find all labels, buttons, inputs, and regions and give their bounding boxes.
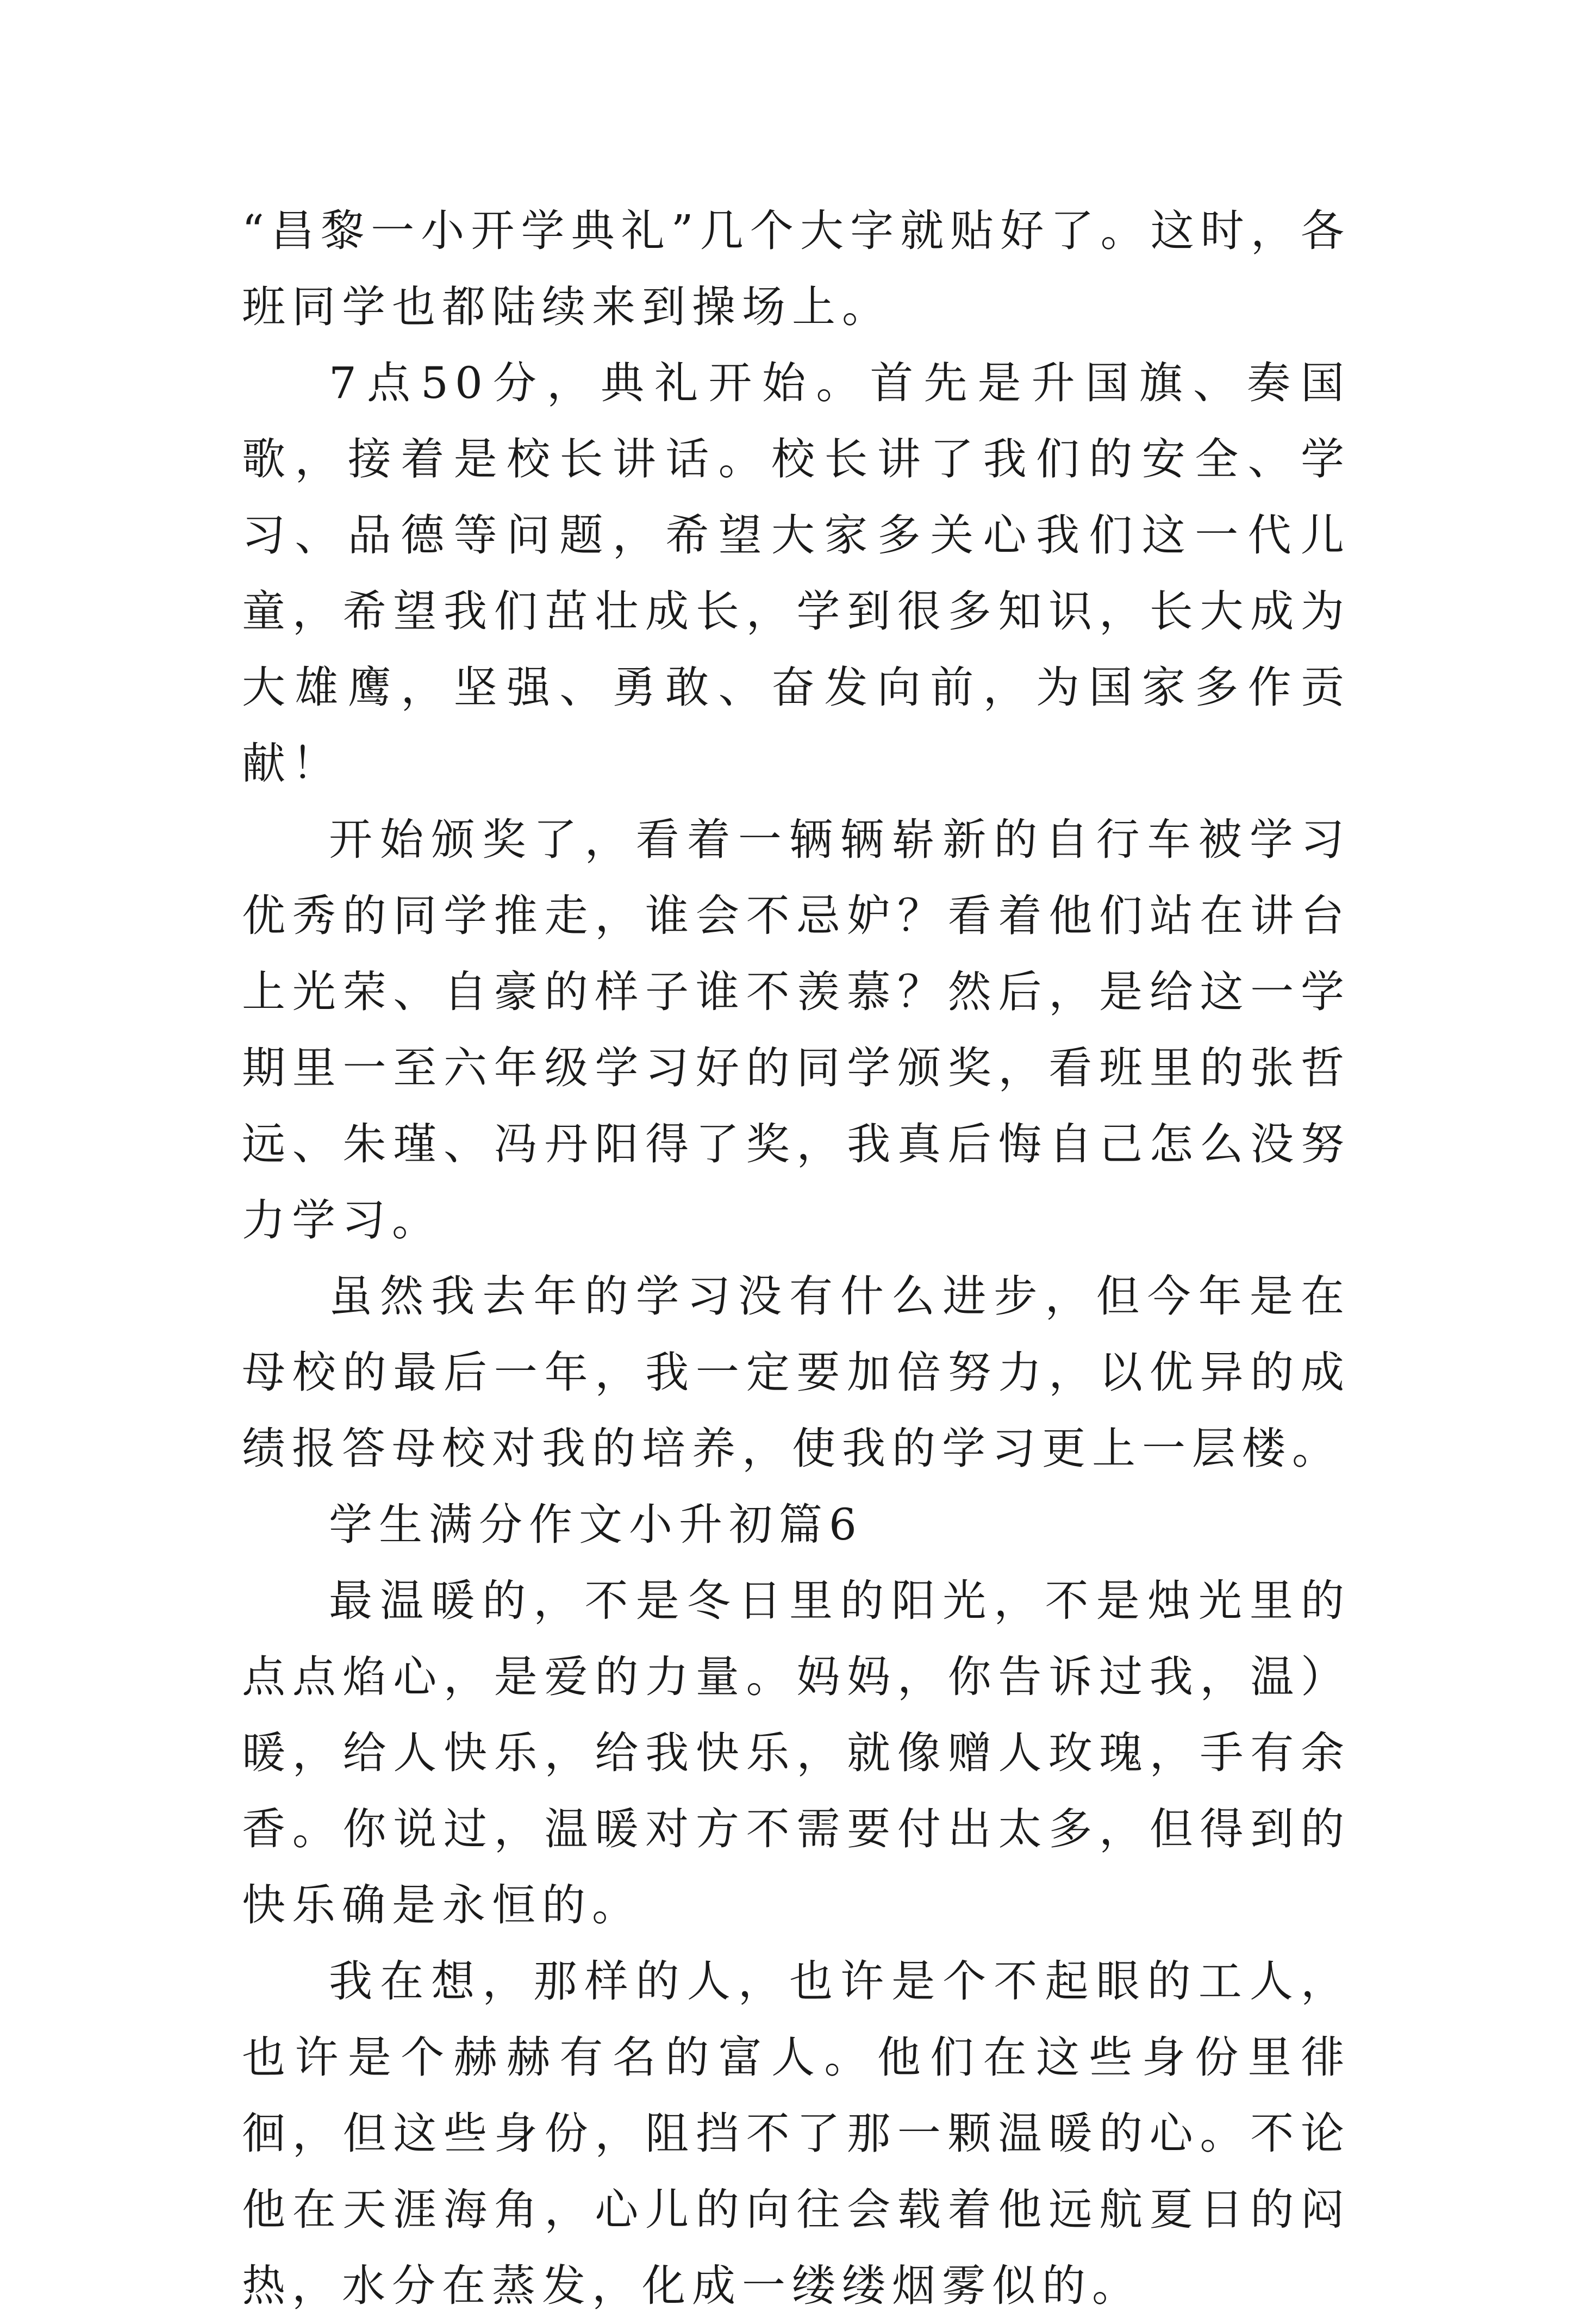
paragraph: “昌黎一小开学典礼”几个大字就贴好了。这时，各班同学也都陆续来到操场上。 <box>242 205 1351 332</box>
paragraph: 7点50分，典礼开始。首先是升国旗、奏国歌，接着是校长讲话。校长讲了我们的安全、学习、品德等问题，希望大家多关心我们这一代儿童，希望我们茁壮成长，学到很多知识，长大成为大雄鹰，坚强、勇敢、奋发向前，为国家多作贡献！ <box>242 358 1351 789</box>
paragraph: 最温暖的，不是冬日里的阳光，不是烛光里的点点焰心，是爱的力量。妈妈，你告诉过我，温）暖，给人快乐，给我快乐，就像赠人玫瑰，手有余香。你说过，温暖对方不需要付出太多，但得到的快乐确是永恒的。 <box>242 1575 1351 1930</box>
paragraph: 虽然我去年的学习没有什么进步，但今年是在母校的最后一年，我一定要加倍努力，以优异的成绩报答母校对我的培养，使我的学习更上一层楼。 <box>242 1271 1351 1474</box>
document-body <box>242 193 1351 2324</box>
paragraph: 开始颁奖了，看着一辆辆崭新的自行车被学习优秀的同学推走，谁会不忌妒？看着他们站在讲台上光荣、自豪的样子谁不羡慕？然后，是给这一学期里一至六年级学习好的同学颁奖，看班里的张哲远、朱瑾、冯丹阳得了奖，我真后悔自己怎么没努力学习。 <box>242 814 1351 1245</box>
section-title: 学生满分作文小升初篇6 <box>329 1499 863 1550</box>
paragraph: 我在想，那样的人，也许是个不起眼的工人，也许是个赫赫有名的富人。他们在这些身份里徘徊，但这些身份，阻挡不了那一颗温暖的心。不论他在天涯海角，心儿的向往会载着他远航夏日的闷热，水分在蒸发，化成一缕缕烟雾似的。 <box>242 1956 1351 2311</box>
